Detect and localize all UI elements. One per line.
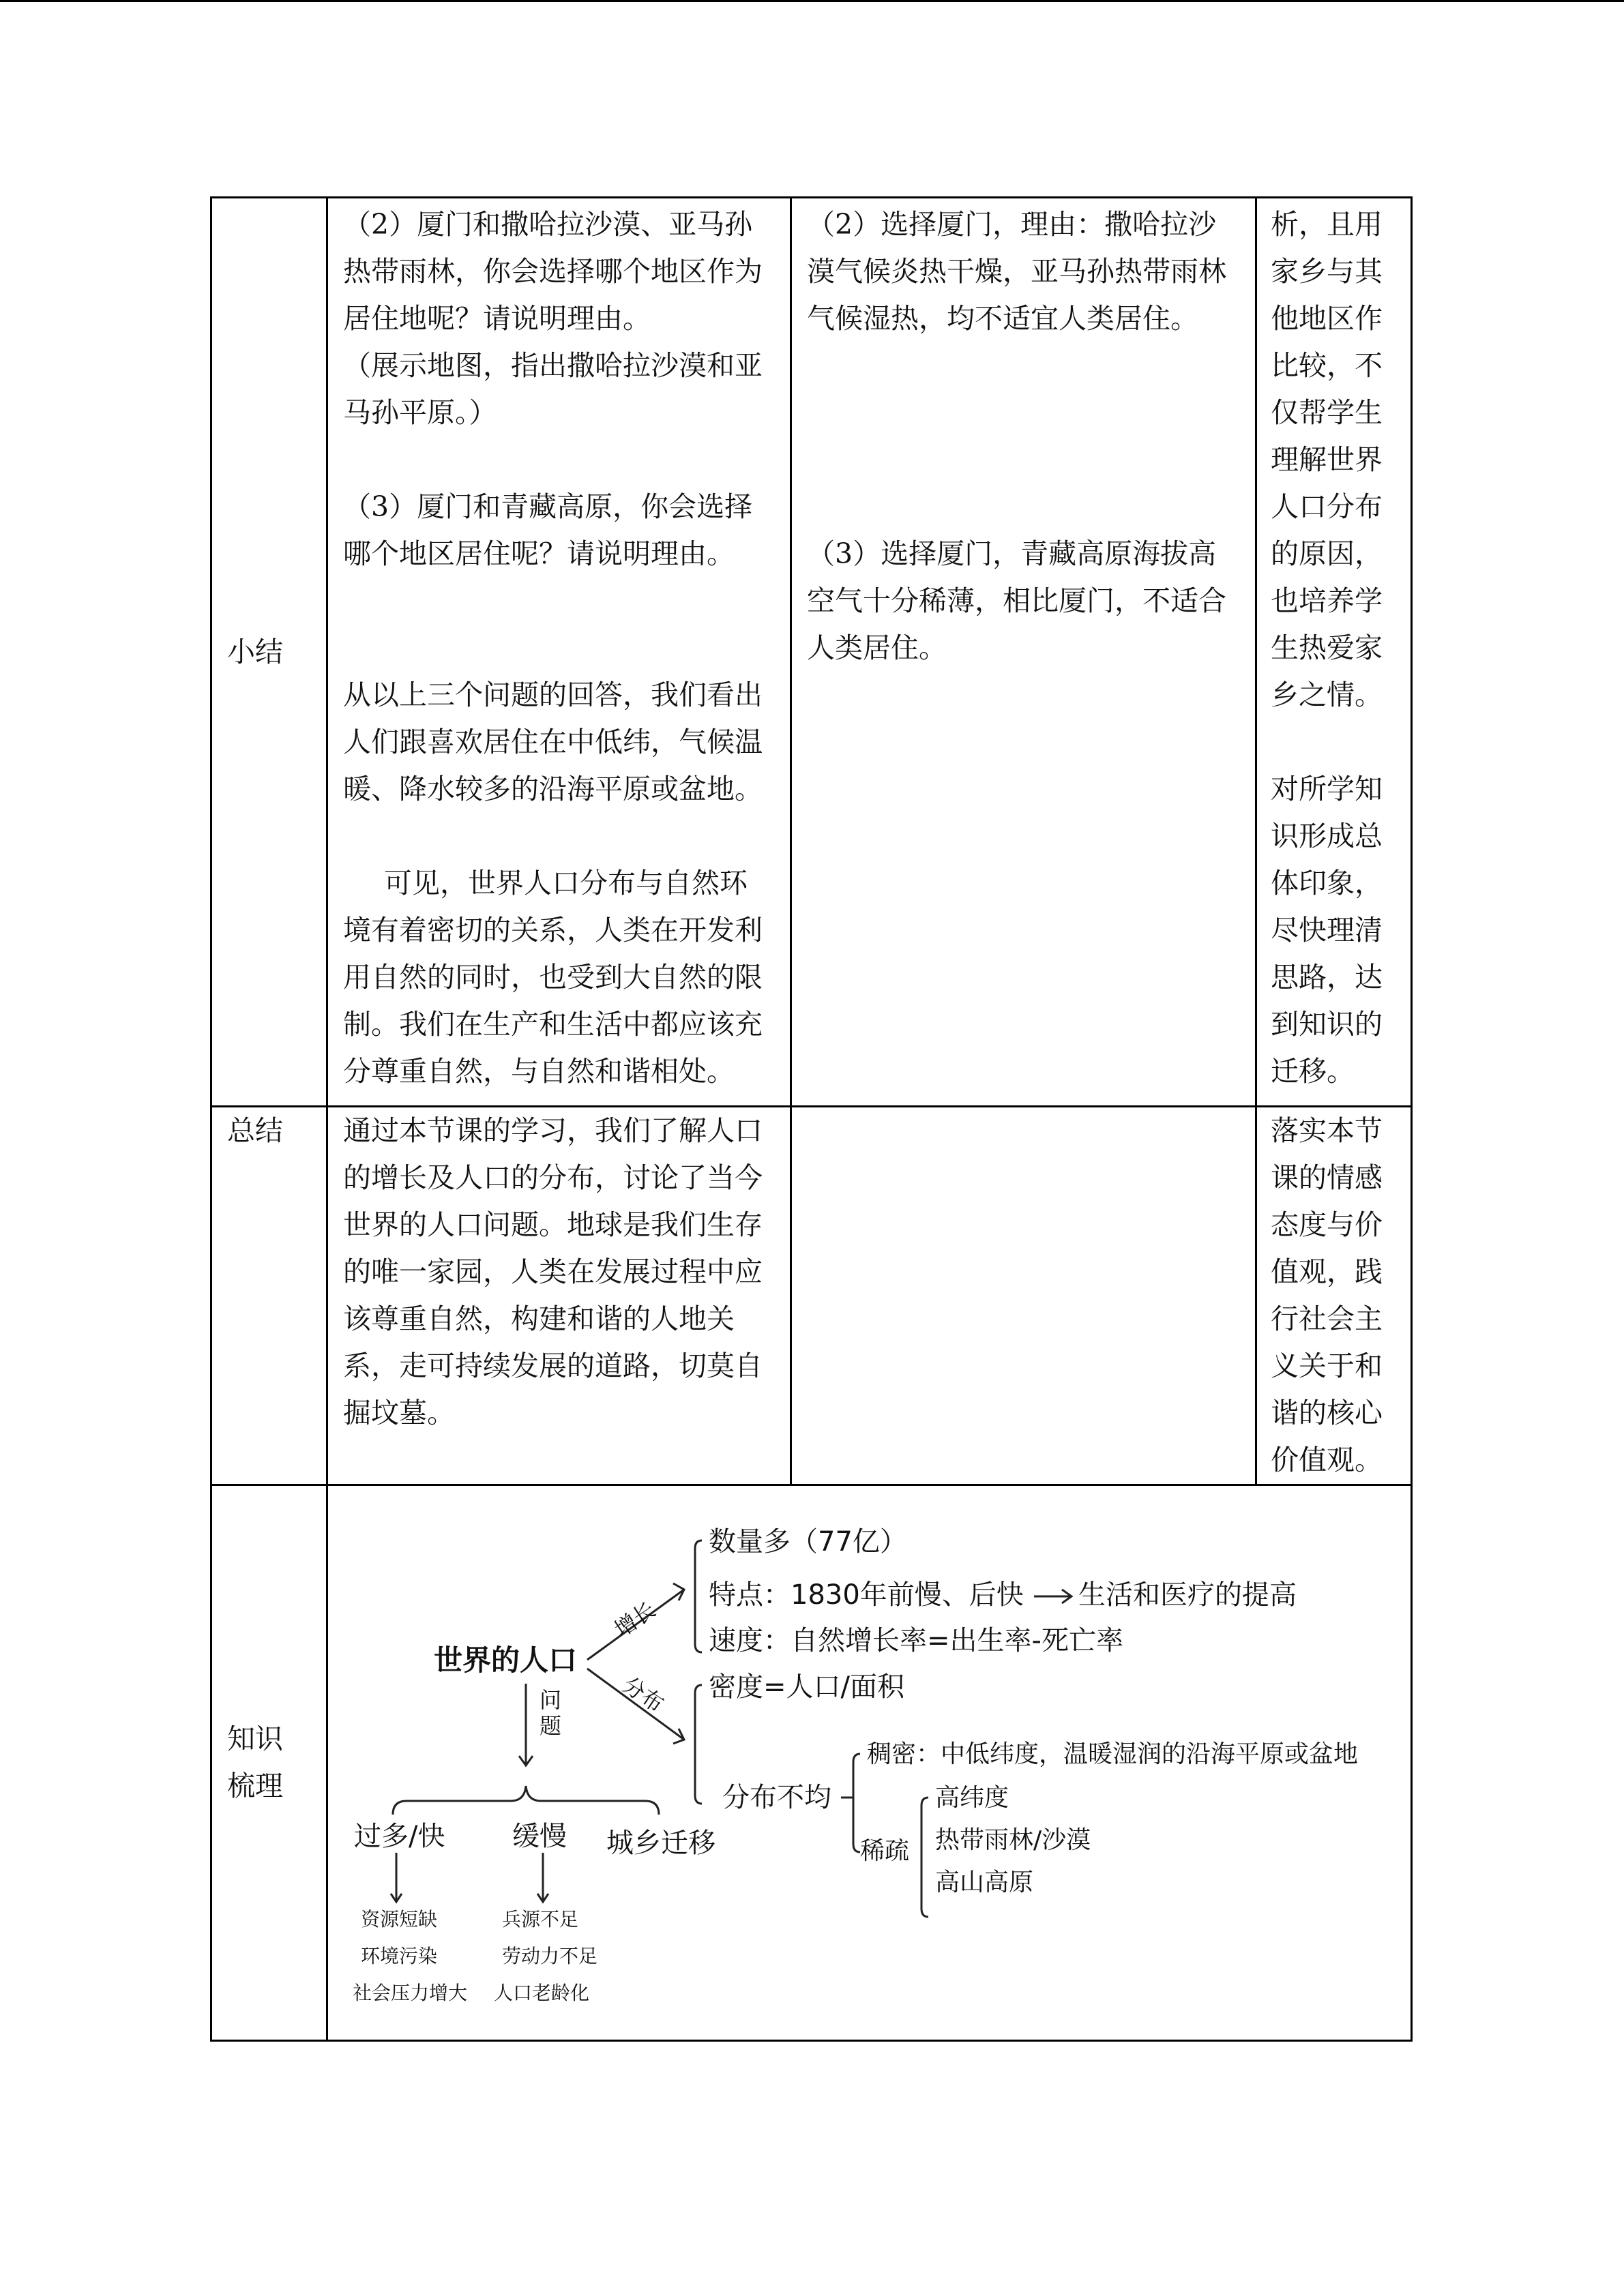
text-line: 乡之情。 <box>1271 679 1383 711</box>
text-line: 比较，不 <box>1271 349 1383 382</box>
text-line: 也培养学 <box>1271 584 1383 617</box>
text-line: 到知识的 <box>1271 1008 1383 1041</box>
design-intent-text <box>1257 198 1411 1095</box>
text-line: 居住地呢？请说明理由。 <box>343 302 651 335</box>
text-line: 的增长及人口的分布，讨论了当今 <box>343 1161 763 1194</box>
text-line: 的唯一家园，人类在发展过程中应 <box>343 1255 763 1288</box>
text-line: （3）厦门和青藏高原，你会选择 <box>343 490 753 523</box>
text-line: 尽快理清 <box>1271 914 1383 946</box>
text-line: （展示地图，指出撒哈拉沙漠和亚 <box>343 349 763 382</box>
text-line: （2）厦门和撒哈拉沙漠、亚马孙 <box>343 208 753 241</box>
row-label-shuli <box>212 1716 326 1810</box>
sparse-label: 稀疏 <box>860 1837 910 1865</box>
question-3 <box>343 483 778 578</box>
text-line: 仅帮学生 <box>1271 396 1383 429</box>
mindmap-root: 世界的人口 <box>434 1643 578 1677</box>
text-line: 世界的人口问题。地球是我们生存 <box>343 1208 763 1241</box>
sparse-item: 热带雨林/沙漠 <box>935 1826 1091 1854</box>
uneven-distribution: 分布不均 <box>722 1782 831 1813</box>
text-line: 价值观。 <box>1271 1444 1383 1476</box>
text-line: 识形成总 <box>1271 820 1383 852</box>
text-line: 气候湿热，均不适宜人类居住。 <box>807 302 1198 335</box>
text-line: 的原因， <box>1271 537 1383 570</box>
problem-label-2: 题 <box>540 1713 562 1739</box>
student-activity-cell <box>791 198 1256 1107</box>
dense-areas: 稠密：中低纬度，温暖湿润的沿海平原或盆地 <box>867 1740 1359 1768</box>
effect-item: 环境污染 <box>361 1945 438 1967</box>
row-zongjie <box>211 1107 1412 1485</box>
text-line: 空气十分稀薄，相比厦门，不适合 <box>807 584 1226 617</box>
text-line: 人们跟喜欢居住在中低纬，气候温 <box>343 726 763 758</box>
effect-item: 劳动力不足 <box>502 1945 598 1967</box>
text-line: 生热爱家 <box>1271 631 1383 664</box>
text-line: 值观，践 <box>1271 1255 1383 1288</box>
row-label-zongjie: 总结 <box>227 1114 283 1147</box>
conclusion-paragraph <box>343 672 778 813</box>
effect-item: 资源短缺 <box>361 1908 438 1930</box>
text-line: 漠气候炎热干燥，亚马孙热带雨林 <box>807 255 1226 288</box>
effect-item: 兵源不足 <box>502 1908 579 1930</box>
text-line: 人类居住。 <box>807 631 947 664</box>
summary-paragraph <box>343 860 778 1095</box>
text-line: 可见，世界人口分布与自然环 <box>384 867 748 899</box>
text-line: 思路，达 <box>1271 961 1383 994</box>
effect-item: 人口老龄化 <box>494 1982 590 2004</box>
sparse-item: 高纬度 <box>935 1784 1009 1812</box>
text-line: 人口分布 <box>1271 490 1383 523</box>
problem-label-1: 问 <box>540 1687 562 1713</box>
text-line: 马孙平原。） <box>343 396 497 429</box>
empty-cell <box>791 1107 1256 1485</box>
text-line: 态度与价 <box>1271 1208 1383 1241</box>
text-line: （3）选择厦门，青藏高原海拔高 <box>807 537 1217 570</box>
design-intent-cell <box>1256 198 1412 1107</box>
growth-feature-reason: 生活和医疗的提高 <box>1078 1579 1297 1611</box>
text-line: 热带雨林，你会选择哪个地区作为 <box>343 255 763 288</box>
sparse-item: 高山高原 <box>935 1868 1034 1896</box>
text-line: 体印象， <box>1271 867 1383 899</box>
distribution-label: 分布 <box>617 1671 669 1718</box>
text-line: 从以上三个问题的回答，我们看出 <box>343 679 763 711</box>
summary-text-cell <box>327 1107 791 1485</box>
text-line: 义关于和 <box>1271 1350 1383 1382</box>
text-line: 系，走可持续发展的道路，切莫自 <box>343 1350 763 1382</box>
answer-3 <box>807 531 1243 672</box>
text-line: 知识 <box>227 1723 283 1755</box>
row-shuli <box>211 1485 1412 2041</box>
summary-text <box>328 1107 790 1437</box>
text-line: 分尊重自然，与自然和谐相处。 <box>343 1055 735 1088</box>
effect-item: 社会压力增大 <box>353 1982 468 2004</box>
text-line: 家乡与其 <box>1271 255 1383 288</box>
mindmap-cell <box>327 1485 1412 2041</box>
text-line: 制。我们在生产和生活中都应该充 <box>343 1008 763 1041</box>
text-line: 谐的核心 <box>1271 1397 1383 1429</box>
student-activity-text <box>792 198 1255 672</box>
row-xiaojie <box>211 198 1412 1107</box>
text-line: 行社会主 <box>1271 1302 1383 1335</box>
text-line: 他地区作 <box>1271 302 1383 335</box>
text-line: （2）选择厦门，理由：撒哈拉沙 <box>807 208 1217 241</box>
knowledge-mindmap <box>328 1486 1411 2031</box>
row-label-xiaojie: 小结 <box>227 635 283 668</box>
growth-feature: 特点：1830年前慢、后快 <box>709 1579 1024 1611</box>
text-line: 哪个地区居住呢？请说明理由。 <box>343 537 735 570</box>
text-line: 该尊重自然，构建和谐的人地关 <box>343 1302 735 1335</box>
summary-intent-text <box>1257 1107 1411 1484</box>
problem-migration: 城乡迁移 <box>606 1828 715 1859</box>
teacher-activity-cell <box>327 198 791 1107</box>
label-cell-shuli <box>211 1485 327 2041</box>
problem-slow: 缓慢 <box>512 1821 567 1852</box>
growth-label: 增长 <box>609 1596 661 1643</box>
lesson-plan-table <box>210 196 1413 2042</box>
teacher-activity-text <box>328 198 790 1095</box>
summary-intent-cell <box>1256 1107 1412 1485</box>
density-formula: 密度=人口/面积 <box>709 1671 904 1703</box>
text-line: 迁移。 <box>1271 1055 1355 1088</box>
text-line: 用自然的同时，也受到大自然的限 <box>343 961 763 994</box>
growth-speed: 速度：自然增长率=出生率-死亡率 <box>709 1625 1123 1656</box>
text-line: 境有着密切的关系，人类在开发利 <box>343 914 763 946</box>
growth-quantity: 数量多（77亿） <box>709 1526 907 1557</box>
question-2 <box>343 201 778 436</box>
text-line: 梳理 <box>227 1770 283 1802</box>
label-cell-xiaojie <box>211 198 327 1107</box>
text-line: 析，且用 <box>1271 208 1383 241</box>
label-cell-zongjie <box>211 1107 327 1485</box>
answer-2 <box>807 201 1243 342</box>
text-line: 通过本节课的学习，我们了解人口 <box>343 1114 763 1147</box>
text-line: 对所学知 <box>1271 773 1383 805</box>
text-line: 暖、降水较多的沿海平原或盆地。 <box>343 773 763 805</box>
text-line: 课的情感 <box>1271 1161 1383 1194</box>
page-top-border <box>0 0 1624 2</box>
text-line: 掘坟墓。 <box>343 1397 455 1429</box>
problem-too-many: 过多/快 <box>354 1821 445 1852</box>
text-line: 理解世界 <box>1271 443 1383 476</box>
text-line: 落实本节 <box>1271 1114 1383 1147</box>
